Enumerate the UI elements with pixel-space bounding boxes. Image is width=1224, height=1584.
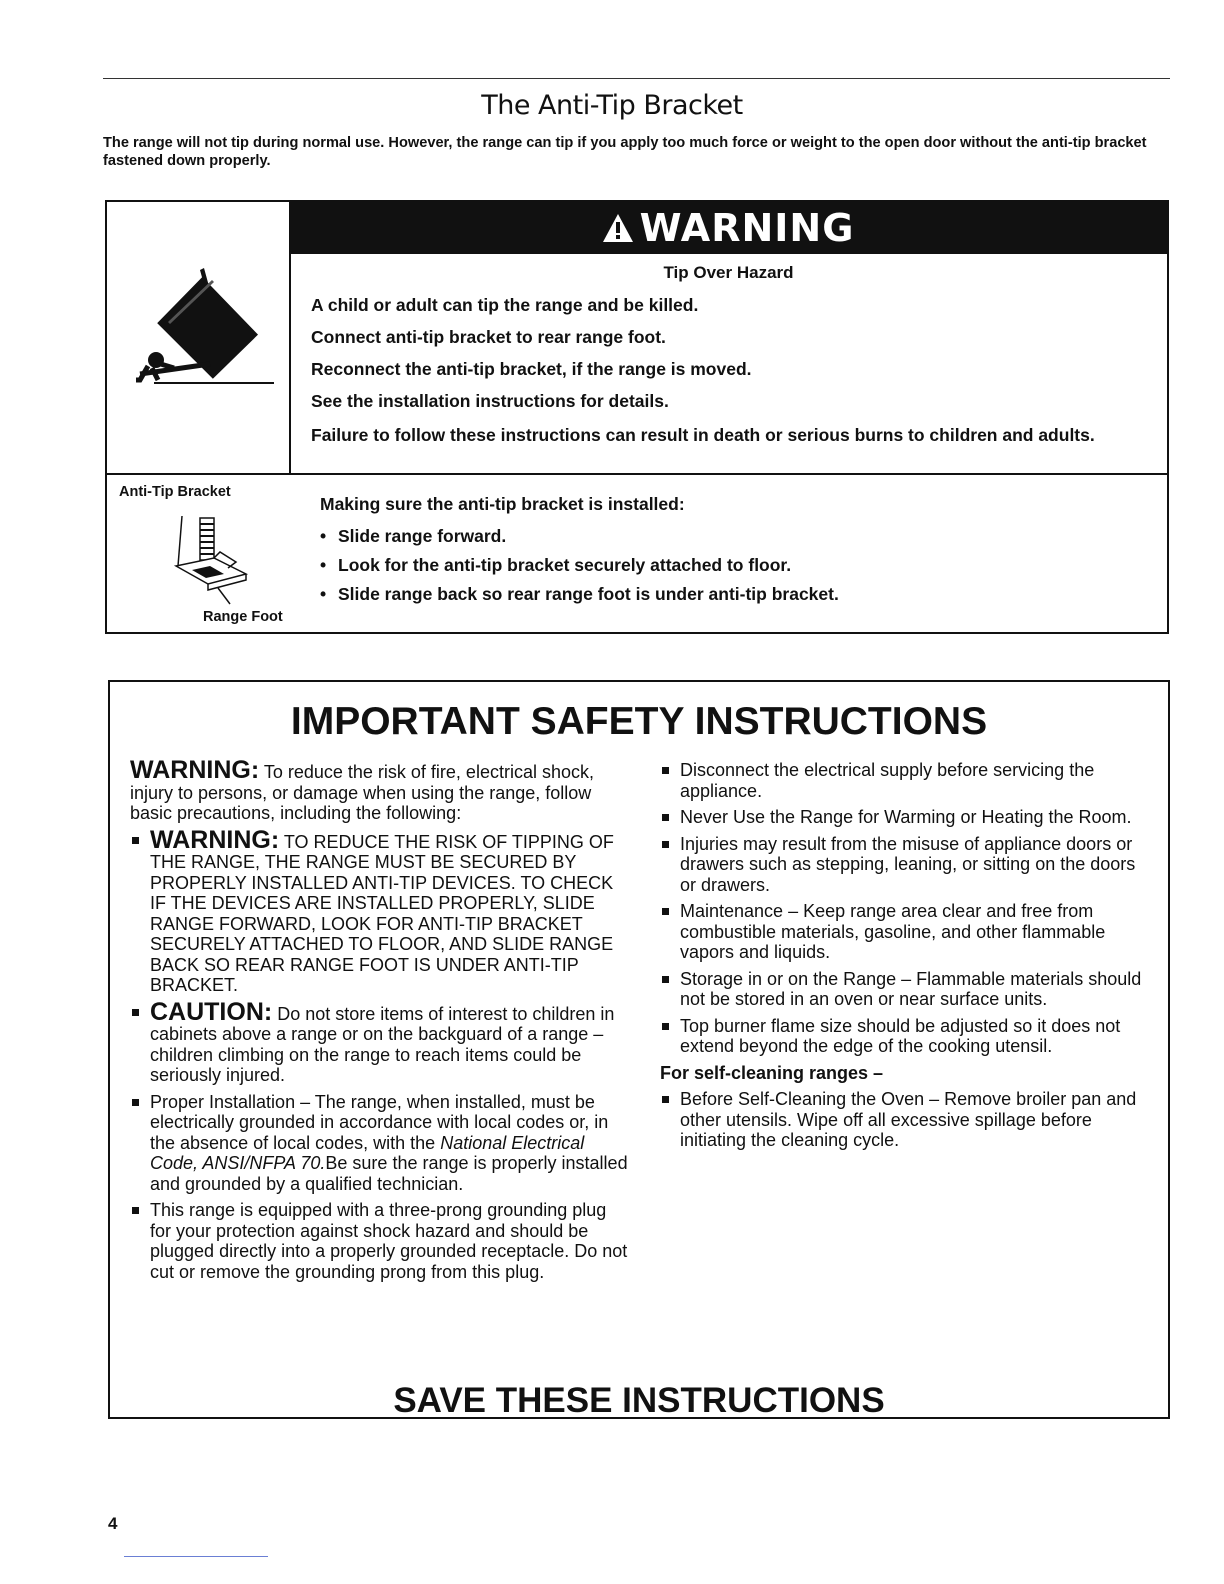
square-bullet-icon — [662, 908, 669, 915]
intro-paragraph: The range will not tip during normal use. However, the range can tip if you apply too much force or weight to the open door without the anti-tip bracket fastened down properly. — [103, 135, 1147, 169]
footer-rule — [124, 1556, 268, 1557]
grounding-text: This range is equipped with a three-prong grounding plug for your protection against shock hazard and should be plugged directly into a properly grounded receptacle. Do not cut or remove the grounding prong from this plug. — [150, 1200, 628, 1282]
warning-banner-text: WARNING — [639, 206, 855, 250]
caution-label: CAUTION: — [150, 997, 273, 1026]
save-instructions: SAVE THESE INSTRUCTIONS — [393, 1381, 885, 1420]
anti-tip-bracket-icon — [168, 508, 278, 608]
warning-text: To reduce the risk of fire, electrical shock, injury to persons, or damage when using the range, follow basic precautions, including the following: — [130, 762, 594, 823]
list-item — [130, 1200, 630, 1282]
list-item: Storage in or on the Range – Flammable materials should not be stored in an oven or near surface units. — [660, 969, 1156, 1010]
check-item: • Slide range forward. — [320, 526, 507, 546]
warning-line: A child or adult can tip the range and be killed. — [311, 295, 699, 315]
square-bullet-icon — [132, 1009, 139, 1016]
square-bullet-icon — [662, 976, 669, 983]
list-item: Disconnect the electrical supply before servicing the appliance. — [660, 760, 1156, 801]
page-number: 4 — [108, 1514, 118, 1533]
list-item: Never Use the Range for Warming or Heating the Room. — [660, 807, 1156, 828]
warning-line: Reconnect the anti-tip bracket, if the range is moved. — [311, 359, 752, 379]
check-item: • Slide range back so rear range foot is under anti-tip bracket. — [320, 584, 839, 604]
caution-text: Do not store items of interest to children in cabinets above a range or on the backguard of a range – children climbing on the range to reach items could be seriously injured. — [150, 1003, 615, 1085]
warning-box-rule — [105, 473, 1169, 475]
list-item — [130, 997, 630, 1086]
range-foot-label: Range Foot — [203, 609, 283, 625]
anti-tip-bracket-label: Anti-Tip Bracket — [119, 484, 231, 500]
list-item — [130, 825, 630, 996]
warning-triangle-icon — [602, 212, 634, 244]
top-rule — [103, 78, 1170, 79]
list-item — [130, 1092, 630, 1195]
general-warning — [130, 756, 630, 824]
square-bullet-icon — [662, 1023, 669, 1030]
self-cleaning-heading: For self-cleaning ranges – — [660, 1062, 884, 1083]
warning-line: Failure to follow these instructions can result in death or serious burns to children and adults. — [311, 425, 1095, 445]
hazard-title: Tip Over Hazard — [663, 263, 794, 282]
square-bullet-icon — [662, 841, 669, 848]
warning-banner — [289, 202, 1167, 254]
left-column — [130, 756, 630, 1282]
right-column — [660, 760, 1156, 1151]
code-reference: National Electrical Code, ANSI/NFPA 70. — [150, 1132, 585, 1173]
square-bullet-icon — [132, 1099, 139, 1106]
list-item: Maintenance – Keep range area clear and free from combustible materials, gasoline, and other flammable vapors and liquids. — [660, 901, 1156, 963]
square-bullet-icon — [662, 814, 669, 821]
list-item: Before Self-Cleaning the Oven – Remove broiler pan and other utensils. Wipe off all excessive spillage before initiating the cleaning cycle. — [660, 1089, 1156, 1151]
list-item: Injuries may result from the misuse of appliance doors or drawers such as stepping, leaning, or sitting on the doors or drawers. — [660, 834, 1156, 896]
warning-line: See the installation instructions for details. — [311, 391, 669, 411]
square-bullet-icon — [132, 1207, 139, 1214]
installation-text-end: Be sure the range is properly installed and grounded by a qualified technician. — [150, 1153, 628, 1194]
tip-over-hazard-icon — [118, 262, 278, 392]
warning-label: WARNING: — [150, 825, 280, 854]
important-title: IMPORTANT SAFETY INSTRUCTIONS — [290, 700, 988, 743]
warning-line: Connect anti-tip bracket to rear range foot. — [311, 327, 666, 347]
list-item: Top burner flame size should be adjusted so it does not extend beyond the edge of the cooking utensil. — [660, 1016, 1156, 1057]
check-list — [320, 522, 839, 609]
square-bullet-icon — [132, 837, 139, 844]
section-title: The Anti-Tip Bracket — [481, 90, 743, 121]
square-bullet-icon — [662, 767, 669, 774]
installation-text: Proper Installation – The range, when installed, must be electrically grounded in accordance with local codes or, in the absence of local codes, with the — [150, 1091, 609, 1153]
square-bullet-icon — [662, 1096, 669, 1103]
anti-tip-warning-text: TO REDUCE THE RISK OF TIPPING OF THE RANGE, THE RANGE MUST BE SECURED BY PROPERLY INSTALLED ANTI-TIP DEVICES. TO CHECK IF THE DEVICES ARE INSTALLED PROPERLY, SLIDE RANGE FORWARD, LOOK FOR ANTI-TIP BRACKET SECURELY ATTACHED TO FLOOR, AND SLIDE RANGE BACK SO REAR RANGE FOOT IS UNDER ANTI-TIP BRACKET. — [150, 831, 614, 995]
making-sure-heading: Making sure the anti-tip bracket is installed: — [320, 494, 685, 514]
check-item: • Look for the anti-tip bracket securely attached to floor. — [320, 555, 792, 575]
warning-label: WARNING: — [130, 756, 260, 784]
